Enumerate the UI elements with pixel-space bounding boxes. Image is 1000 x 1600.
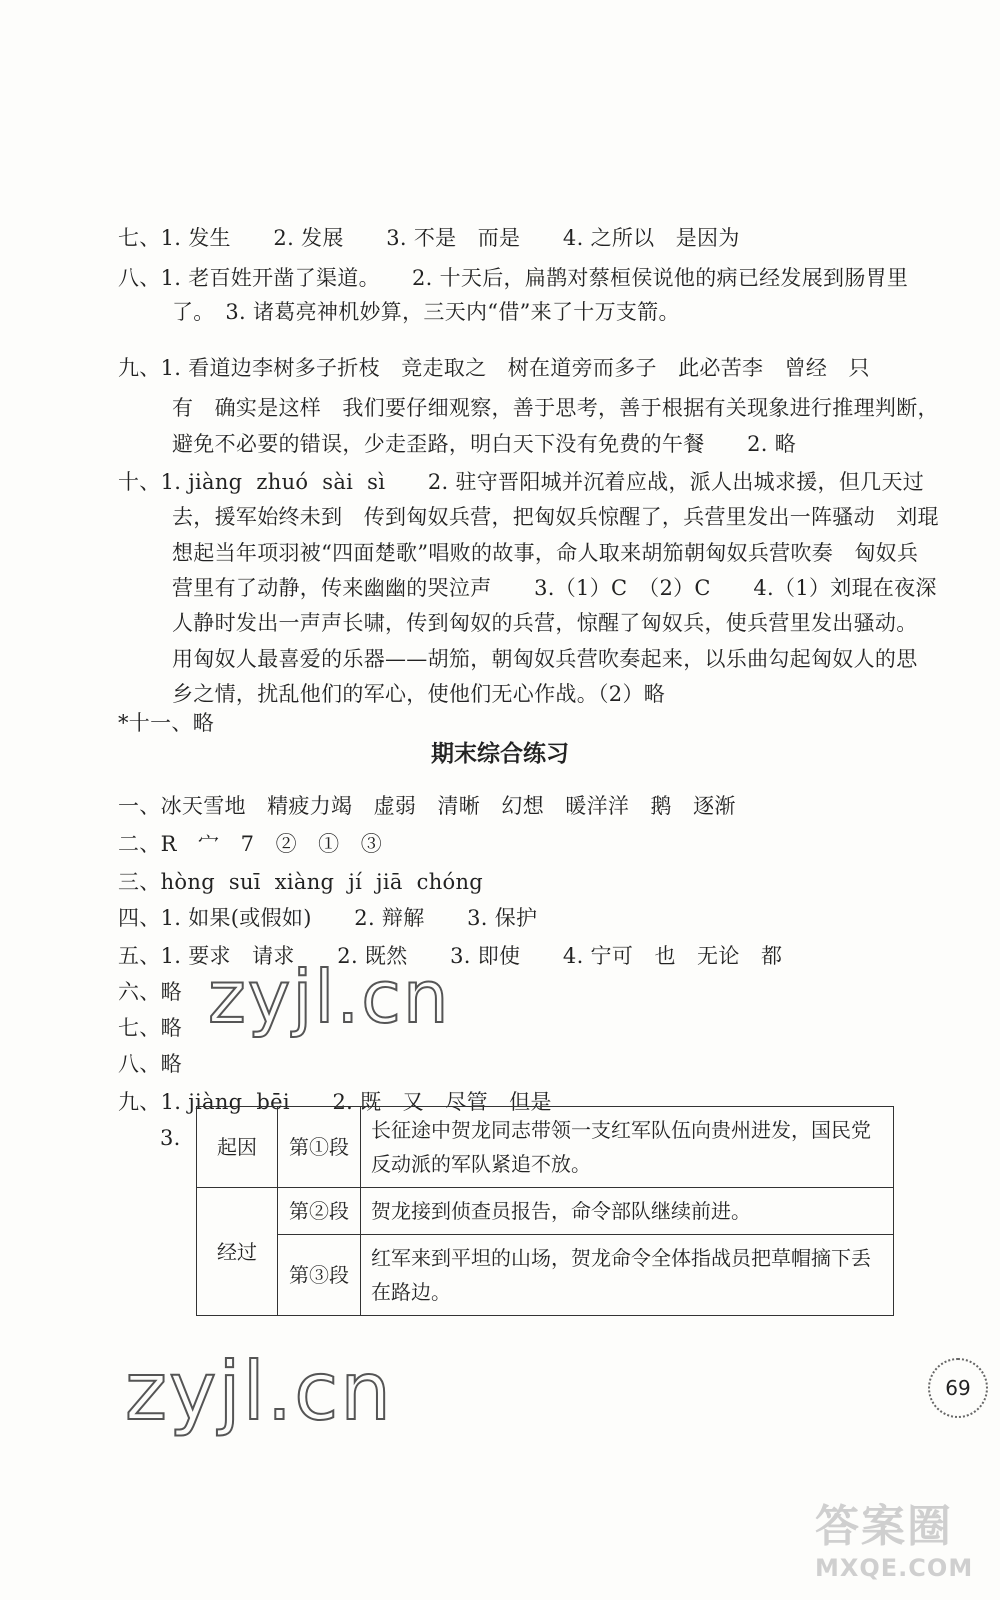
answer-q10-line7: 乡之情，扰乱他们的军心，使他们无心作战。（2）略 (172, 682, 666, 706)
final-q1: 一、冰天雪地 精疲力竭 虚弱 清晰 幻想 暖洋洋 鹅 逐渐 (118, 794, 736, 818)
final-q4: 四、1. 如果(或假如) 2. 辩解 3. 保护 (118, 906, 538, 930)
final-q2: 二、R 宀 7 ② ① ③ (118, 832, 383, 856)
stage-process: 经过 (197, 1188, 278, 1316)
answer-q11: *十一、略 (118, 711, 214, 735)
final-q9: 九、1. jiàng bēi 2. 既 又 尽管 但是 (118, 1090, 552, 1114)
paragraph-summary: 红军来到平坦的山场，贺龙命令全体指战员把草帽摘下丢在路边。 (361, 1235, 894, 1316)
paragraph-summary: 贺龙接到侦查员报告，命令部队继续前进。 (361, 1188, 894, 1235)
answer-q10-line6: 用匈奴人最喜爱的乐器——胡笳，朝匈奴兵营吹奏起来，以乐曲勾起匈奴人的思 (172, 647, 918, 671)
paragraph-label: 第③段 (278, 1235, 361, 1316)
paragraph-summary: 长征途中贺龙同志带领一支红军队伍向贵州进发，国民党反动派的军队紧追不放。 (361, 1107, 894, 1188)
final-q3: 三、hòng suī xiàng jí jiā chóng (118, 870, 484, 894)
final-q8: 八、略 (118, 1052, 182, 1076)
page-number: 69 (928, 1358, 988, 1418)
answer-q10-line2: 去，援军始终未到 传到匈奴兵营，把匈奴兵惊醒了，兵营里发出一阵骚动 刘琨 (172, 505, 939, 529)
answer-q10-line3: 想起当年项羽被“四面楚歌”唱败的故事，命人取来胡笳朝匈奴兵营吹奏 匈奴兵 (172, 541, 919, 565)
section-title: 期末综合练习 (431, 741, 569, 767)
answer-q9-line1: 九、1. 看道边李树多子折枝 竞走取之 树在道旁而多子 此必苦李 曾经 只 (118, 356, 870, 380)
stage-cause: 起因 (197, 1107, 278, 1188)
final-q5: 五、1. 要求 请求 2. 既然 3. 即使 4. 宁可 也 无论 都 (118, 944, 783, 968)
answer-q8-line1: 八、1. 老百姓开凿了渠道。 2. 十天后，扁鹊对蔡桓侯说他的病已经发展到肠胃里 (118, 266, 909, 290)
answer-q9-line2: 有 确实是这样 我们要仔细观察，善于思考，善于根据有关现象进行推理判断， (172, 396, 939, 420)
watermark: zyjl.cn (125, 1345, 393, 1438)
logo-text: 答案圈 (815, 1501, 953, 1552)
answer-q10-line5: 人静时发出一声声长啸，传到匈奴的兵营，惊醒了匈奴兵，使兵营里发出骚动。 (172, 611, 918, 635)
answer-q9-line3: 避免不必要的错误，少走歪路，明白天下没有免费的午餐 2. 略 (172, 432, 797, 456)
table-row (197, 1107, 894, 1188)
watermark: zyjl.cn (208, 955, 451, 1039)
paragraph-label: 第②段 (278, 1188, 361, 1235)
answer-q10-line4: 营里有了动静，传来幽幽的哭泣声 3.（1）C （2）C 4.（1）刘琨在夜深 (172, 576, 937, 600)
paragraph-label: 第①段 (278, 1107, 361, 1188)
table-row (197, 1188, 894, 1235)
site-logo (815, 1500, 995, 1590)
answer-q8-line2: 了。 3. 诸葛亮神机妙算，三天内“借”来了十万支箭。 (172, 300, 680, 324)
final-q6: 六、略 (118, 980, 182, 1004)
logo-domain: MXQE.COM (815, 1554, 974, 1582)
answer-q7: 七、1. 发生 2. 发展 3. 不是 而是 4. 之所以 是因为 (118, 226, 740, 250)
final-q9-3-label: 3. (160, 1126, 181, 1150)
final-q7: 七、略 (118, 1016, 182, 1040)
answer-q10-line1: 十、1. jiàng zhuó sài sì 2. 驻守晋阳城并沉着应战，派人出城求援，但几天过 (118, 470, 925, 494)
table-row (197, 1235, 894, 1316)
plot-structure-table (196, 1106, 894, 1316)
